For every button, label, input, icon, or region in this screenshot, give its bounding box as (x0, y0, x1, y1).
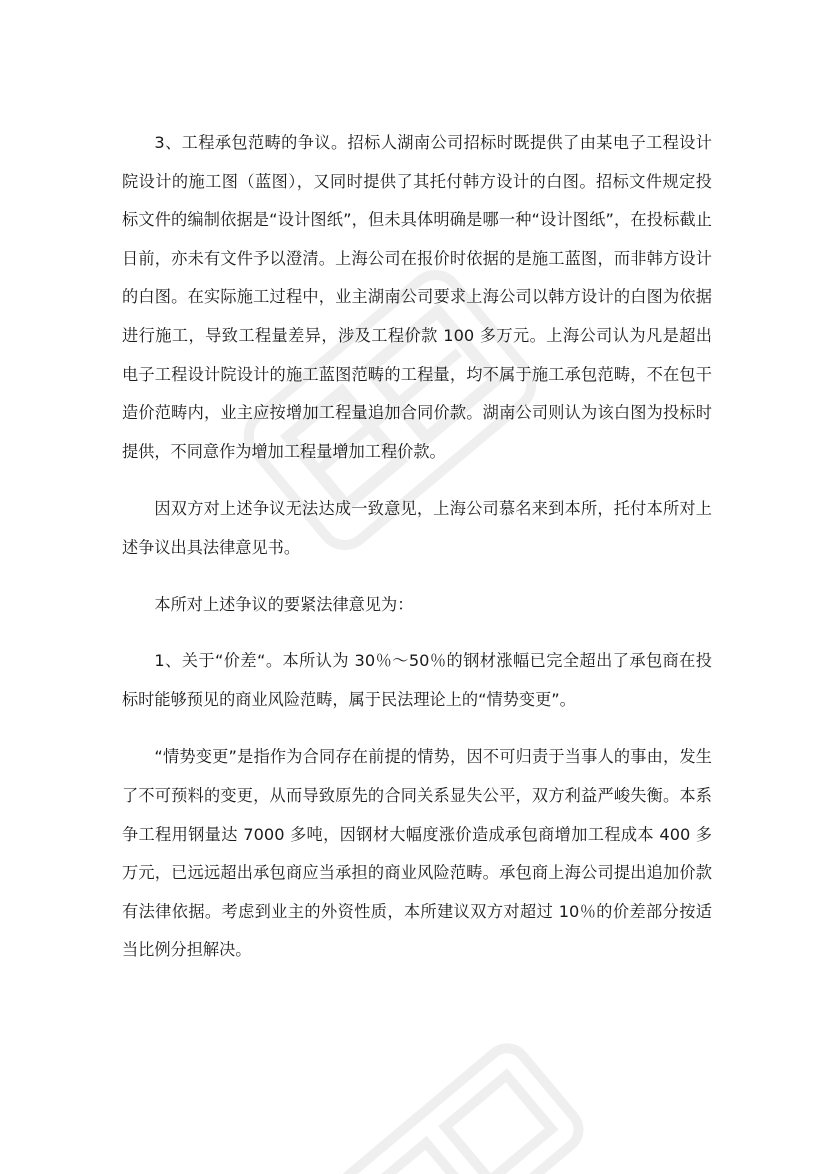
paragraph-contract-scope-dispute: 3、工程承包范畴的争议。招标人湖南公司招标时既提供了由某电子工程设计院设计的施工图（蓝图），又同时提供了其托付韩方设计的白图。招标文件规定投标文件的编制依据是“设计图纸”，但未具体明确是哪一种“设计图纸”，在投标截止日前，亦未有文件予以澄清。上海公司在报价时依据的是施工蓝图，而非韩方设计的白图。在实际施工过程中，业主湖南公司要求上海公司以韩方设计的白图为依据进行施工，导致工程量差异，涉及工程价款 100 多万元。上海公司认为凡是超出电子工程设计院设计的施工蓝图范畴的工程量，均不属于施工承包范畴，不在包干造价范畴内，业主应按增加工程量追加合同价款。湖南公司则认为该白图为投标时提供，不同意作为增加工程量增加工程价款。 (122, 133, 712, 461)
paragraph-consultation: 因双方对上述争议无法达成一致意见，上海公司慕名来到本所，托付本所对上述争议出具法律意见书。 (122, 499, 712, 557)
paragraph-price-difference: 1、关于“价差“。本所认为 30％～50％的钢材涨幅已完全超出了承包商在投标时能够预见的商业风险范畴，属于民法理论上的“情势变更”。 (122, 651, 712, 709)
document-body (122, 124, 712, 970)
watermark-seal-icon-bottom (309, 1015, 611, 1174)
paragraph-change-of-circumstances: “情势变更”是指作为合同存在前提的情势，因不可归责于当事人的事由，发生了不可预料的变更，从而导致原先的合同关系显失公平，双方利益严峻失衡。本系争工程用钢量达 7000 多吨，因钢材大幅度涨价造成承包商增加工程成本 400 多万元，已远远超出承包商应当承担的商业风险范畴。承包商上海公司提出追加价款有法律依据。考虑到业主的外资性质，本所建议双方对超过 10％的价差部分按适当比例分担解决。 (122, 747, 712, 960)
paragraph-opinion-intro: 本所对上述争议的要紧法律意见为： (154, 594, 414, 614)
